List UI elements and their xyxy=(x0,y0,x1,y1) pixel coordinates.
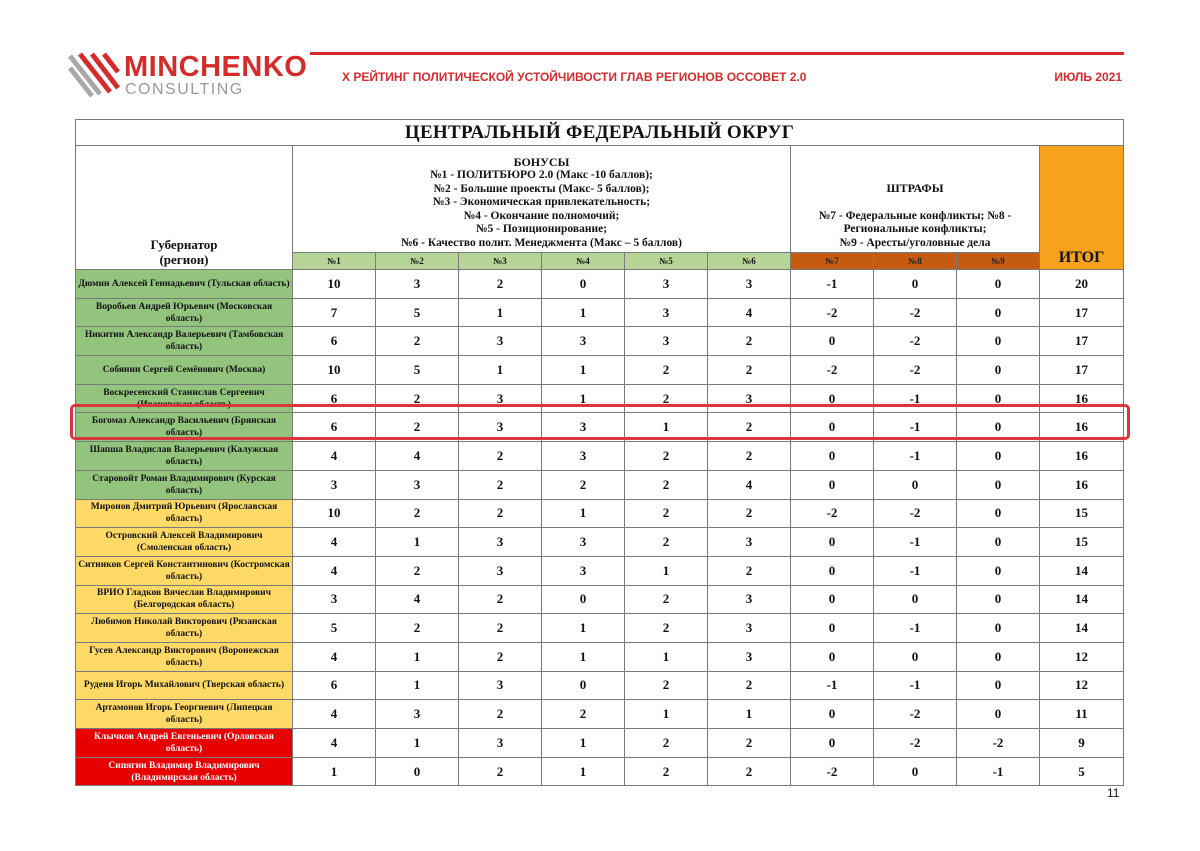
bonus-legend-4: №4 - Окончание полномочий; xyxy=(463,209,620,222)
penalty-col-9: №9 xyxy=(957,253,1040,270)
score-cell: 4 xyxy=(293,700,376,729)
score-cell: 3 xyxy=(459,556,542,585)
score-cell: 1 xyxy=(376,528,459,557)
score-cell: 2 xyxy=(625,499,708,528)
score-cell: 3 xyxy=(542,528,625,557)
bonuses-title: БОНУСЫ xyxy=(513,154,570,169)
score-cell: 3 xyxy=(542,327,625,356)
score-cell: 4 xyxy=(293,729,376,758)
bonus-legend-3: №3 - Экономическая привлекательность; xyxy=(432,196,651,208)
score-cell: 2 xyxy=(376,327,459,356)
score-cell: -1 xyxy=(874,614,957,643)
score-cell: 3 xyxy=(376,270,459,299)
total-cell: 15 xyxy=(1040,528,1124,557)
governor-column-header xyxy=(76,146,293,270)
region-header-line: (регион) xyxy=(159,252,209,267)
score-cell: 3 xyxy=(542,413,625,442)
table-row xyxy=(76,729,1124,758)
page-number: 11 xyxy=(1107,786,1120,800)
score-cell: 3 xyxy=(708,642,791,671)
score-cell: -2 xyxy=(791,356,874,385)
score-cell: -1 xyxy=(874,556,957,585)
penalty-legend-2: Региональные конфликты; xyxy=(843,223,987,235)
score-cell: 0 xyxy=(874,642,957,671)
table-row xyxy=(76,556,1124,585)
bonus-legend-1: №1 - ПОЛИТБЮРО 2.0 (Макс -10 баллов); xyxy=(430,169,653,181)
score-cell: 0 xyxy=(791,556,874,585)
score-cell: 0 xyxy=(957,384,1040,413)
score-cell: 2 xyxy=(459,270,542,299)
score-cell: 3 xyxy=(459,413,542,442)
score-cell: 10 xyxy=(293,270,376,299)
score-cell: 0 xyxy=(957,327,1040,356)
governor-name: Собянин Сергей Семёнович (Москва) xyxy=(76,356,293,385)
score-cell: 10 xyxy=(293,356,376,385)
score-cell: 0 xyxy=(791,384,874,413)
score-cell: 1 xyxy=(376,729,459,758)
bonus-legend-2: №2 - Большие проекты (Макс- 5 баллов); xyxy=(433,182,650,195)
bonuses-header xyxy=(293,146,791,253)
score-cell: 1 xyxy=(542,298,625,327)
score-cell: 0 xyxy=(542,585,625,614)
table-row xyxy=(76,757,1124,786)
table-row xyxy=(76,356,1124,385)
penalty-col-8: №8 xyxy=(874,253,957,270)
score-cell: 2 xyxy=(625,442,708,471)
company-logo xyxy=(66,50,308,102)
score-cell: 0 xyxy=(874,585,957,614)
score-cell: 4 xyxy=(376,442,459,471)
bonus-col-3: №3 xyxy=(459,253,542,270)
report-date: ИЮЛЬ 2021 xyxy=(1054,70,1122,84)
table-row xyxy=(76,499,1124,528)
score-cell: 3 xyxy=(376,700,459,729)
governor-name: Шапша Владислав Валерьевич (Калужская область) xyxy=(76,442,293,471)
score-cell: 1 xyxy=(542,614,625,643)
score-cell: 0 xyxy=(957,700,1040,729)
score-cell: 1 xyxy=(542,384,625,413)
total-cell: 20 xyxy=(1040,270,1124,299)
score-cell: 2 xyxy=(459,642,542,671)
score-cell: 2 xyxy=(708,356,791,385)
score-cell: 2 xyxy=(708,499,791,528)
score-cell: 0 xyxy=(957,270,1040,299)
total-cell: 15 xyxy=(1040,499,1124,528)
logo-stripes-icon xyxy=(66,50,120,100)
score-cell: 0 xyxy=(957,413,1040,442)
score-cell: 3 xyxy=(293,585,376,614)
score-cell: 2 xyxy=(459,442,542,471)
score-cell: 3 xyxy=(708,614,791,643)
governor-name: Руденя Игорь Михайлович (Тверская область) xyxy=(76,671,293,700)
score-cell: 2 xyxy=(708,729,791,758)
score-cell: 2 xyxy=(625,470,708,499)
score-cell: 3 xyxy=(708,384,791,413)
score-cell: 2 xyxy=(625,384,708,413)
score-cell: 6 xyxy=(293,327,376,356)
score-cell: 0 xyxy=(791,729,874,758)
score-cell: 0 xyxy=(791,642,874,671)
score-cell: 1 xyxy=(625,413,708,442)
score-cell: -2 xyxy=(874,327,957,356)
score-cell: 0 xyxy=(957,298,1040,327)
table-row xyxy=(76,298,1124,327)
score-cell: 1 xyxy=(625,700,708,729)
total-cell: 9 xyxy=(1040,729,1124,758)
total-cell: 17 xyxy=(1040,327,1124,356)
score-cell: 10 xyxy=(293,499,376,528)
score-cell: 1 xyxy=(459,356,542,385)
score-cell: 2 xyxy=(376,384,459,413)
score-cell: 0 xyxy=(791,614,874,643)
score-cell: 2 xyxy=(708,413,791,442)
score-cell: 0 xyxy=(957,499,1040,528)
total-cell: 14 xyxy=(1040,556,1124,585)
score-cell: 2 xyxy=(376,413,459,442)
score-cell: 1 xyxy=(625,642,708,671)
score-cell: 1 xyxy=(708,700,791,729)
score-cell: 4 xyxy=(293,528,376,557)
score-cell: 4 xyxy=(708,298,791,327)
score-cell: 0 xyxy=(957,356,1040,385)
score-cell: 2 xyxy=(376,556,459,585)
score-cell: -2 xyxy=(874,499,957,528)
score-cell: 2 xyxy=(625,614,708,643)
score-cell: 1 xyxy=(293,757,376,786)
score-cell: 2 xyxy=(625,757,708,786)
score-cell: 2 xyxy=(625,356,708,385)
score-cell: -1 xyxy=(791,671,874,700)
total-cell: 17 xyxy=(1040,356,1124,385)
total-cell: 16 xyxy=(1040,413,1124,442)
score-cell: 0 xyxy=(874,270,957,299)
score-cell: 1 xyxy=(376,671,459,700)
score-cell: 3 xyxy=(376,470,459,499)
governor-name: Воробьев Андрей Юрьевич (Московская область) xyxy=(76,298,293,327)
score-cell: 2 xyxy=(625,528,708,557)
score-cell: 2 xyxy=(625,585,708,614)
score-cell: -2 xyxy=(791,298,874,327)
score-cell: 3 xyxy=(459,671,542,700)
governor-name: ВРИО Гладков Вячеслав Владимирович (Белгородская область) xyxy=(76,585,293,614)
bonus-legend-6: №6 - Качество полит. Менеджмента (Макс – 5 баллов) xyxy=(401,236,682,249)
table-row xyxy=(76,671,1124,700)
district-title: ЦЕНТРАЛЬНЫЙ ФЕДЕРАЛЬНЫЙ ОКРУГ xyxy=(76,120,1124,146)
report-title: X РЕЙТИНГ ПОЛИТИЧЕСКОЙ УСТОЙЧИВОСТИ ГЛАВ РЕГИОНОВ ОССОВЕТ 2.0 xyxy=(342,70,807,84)
governor-name: Богомаз Александр Васильевич (Брянская область) xyxy=(76,413,293,442)
total-cell: 14 xyxy=(1040,585,1124,614)
penalties-header xyxy=(791,146,1040,253)
governor-name: Клычков Андрей Евгеньевич (Орловская область) xyxy=(76,729,293,758)
score-cell: 0 xyxy=(874,470,957,499)
total-cell: 12 xyxy=(1040,642,1124,671)
score-cell: 4 xyxy=(708,470,791,499)
score-cell: 5 xyxy=(376,298,459,327)
score-cell: 1 xyxy=(542,757,625,786)
table-row xyxy=(76,528,1124,557)
score-cell: 2 xyxy=(542,470,625,499)
table-row xyxy=(76,270,1124,299)
rating-table xyxy=(75,119,1124,786)
governor-name: Воскресенский Станислав Сергеевич (Ивановская область) xyxy=(76,384,293,413)
score-cell: 4 xyxy=(293,642,376,671)
score-cell: 6 xyxy=(293,671,376,700)
score-cell: 3 xyxy=(459,384,542,413)
score-cell: 3 xyxy=(542,442,625,471)
bonus-col-5: №5 xyxy=(625,253,708,270)
penalty-legend-3: №9 - Аресты/уголовные дела xyxy=(839,236,991,249)
table-row xyxy=(76,470,1124,499)
score-cell: 0 xyxy=(376,757,459,786)
score-cell: 2 xyxy=(542,700,625,729)
score-cell: 0 xyxy=(957,642,1040,671)
score-cell: 2 xyxy=(625,729,708,758)
score-cell: 1 xyxy=(625,556,708,585)
score-cell: 0 xyxy=(791,327,874,356)
table-row xyxy=(76,442,1124,471)
score-cell: 3 xyxy=(708,270,791,299)
score-cell: 6 xyxy=(293,384,376,413)
score-cell: 0 xyxy=(957,442,1040,471)
total-cell: 11 xyxy=(1040,700,1124,729)
score-cell: 0 xyxy=(957,671,1040,700)
score-cell: -1 xyxy=(957,757,1040,786)
total-cell: 16 xyxy=(1040,470,1124,499)
score-cell: 0 xyxy=(791,585,874,614)
score-cell: -1 xyxy=(874,413,957,442)
score-cell: 0 xyxy=(542,671,625,700)
score-cell: 0 xyxy=(791,528,874,557)
table-row xyxy=(76,642,1124,671)
score-cell: 0 xyxy=(542,270,625,299)
governor-name: Сипягин Владимир Владимирович (Владимирская область) xyxy=(76,757,293,786)
score-cell: -1 xyxy=(874,671,957,700)
score-cell: 4 xyxy=(293,442,376,471)
score-cell: 2 xyxy=(459,499,542,528)
score-cell: 2 xyxy=(625,671,708,700)
table-row xyxy=(76,700,1124,729)
score-cell: 0 xyxy=(957,470,1040,499)
governor-header-line: Губернатор xyxy=(150,237,218,252)
score-cell: 3 xyxy=(293,470,376,499)
total-cell: 5 xyxy=(1040,757,1124,786)
logo-subtitle: CONSULTING xyxy=(125,81,244,98)
governor-name: Островский Алексей Владимирович (Смоленская область) xyxy=(76,528,293,557)
score-cell: 6 xyxy=(293,413,376,442)
governor-name: Артамонов Игорь Георгиевич (Липецкая область) xyxy=(76,700,293,729)
governor-name: Ситников Сергей Константинович (Костромская область) xyxy=(76,556,293,585)
governor-name: Миронов Дмитрий Юрьевич (Ярославская область) xyxy=(76,499,293,528)
score-cell: -2 xyxy=(791,757,874,786)
bonus-col-2: №2 xyxy=(376,253,459,270)
governor-name: Никитин Александр Валерьевич (Тамбовская область) xyxy=(76,327,293,356)
score-cell: 1 xyxy=(542,499,625,528)
score-cell: -1 xyxy=(874,442,957,471)
score-cell: 5 xyxy=(293,614,376,643)
score-cell: 2 xyxy=(459,757,542,786)
bonus-col-4: №4 xyxy=(542,253,625,270)
total-cell: 16 xyxy=(1040,442,1124,471)
governor-name: Любимов Николай Викторович (Рязанская область) xyxy=(76,614,293,643)
total-column-header: ИТОГ xyxy=(1040,146,1124,270)
score-cell: 0 xyxy=(874,757,957,786)
table-row xyxy=(76,614,1124,643)
score-cell: 4 xyxy=(293,556,376,585)
score-cell: 2 xyxy=(708,757,791,786)
score-cell: 3 xyxy=(542,556,625,585)
score-cell: 3 xyxy=(459,729,542,758)
score-cell: -2 xyxy=(957,729,1040,758)
bonus-col-1: №1 xyxy=(293,253,376,270)
score-cell: 2 xyxy=(708,442,791,471)
score-cell: -1 xyxy=(874,384,957,413)
score-cell: 3 xyxy=(625,270,708,299)
penalty-col-7: №7 xyxy=(791,253,874,270)
score-cell: 3 xyxy=(708,528,791,557)
table-row xyxy=(76,327,1124,356)
score-cell: 2 xyxy=(459,614,542,643)
score-cell: 3 xyxy=(708,585,791,614)
score-cell: 2 xyxy=(708,556,791,585)
score-cell: 3 xyxy=(625,327,708,356)
penalty-legend-1: №7 - Федеральные конфликты; №8 - xyxy=(818,209,1012,222)
score-cell: 2 xyxy=(459,700,542,729)
total-cell: 12 xyxy=(1040,671,1124,700)
score-cell: -1 xyxy=(791,270,874,299)
score-cell: 0 xyxy=(791,700,874,729)
score-cell: 2 xyxy=(708,327,791,356)
score-cell: 2 xyxy=(708,671,791,700)
governor-name: Дюмин Алексей Геннадьевич (Тульская область) xyxy=(76,270,293,299)
governor-name: Гусев Александр Викторович (Воронежская область) xyxy=(76,642,293,671)
score-cell: -2 xyxy=(791,499,874,528)
bonus-legend-5: №5 - Позиционирование; xyxy=(475,223,608,235)
table-row xyxy=(76,413,1124,442)
score-cell: 2 xyxy=(376,499,459,528)
score-cell: -2 xyxy=(874,700,957,729)
score-cell: 7 xyxy=(293,298,376,327)
bonus-col-6: №6 xyxy=(708,253,791,270)
header-divider xyxy=(310,52,1124,55)
score-cell: 1 xyxy=(542,356,625,385)
score-cell: 0 xyxy=(791,470,874,499)
score-cell: -2 xyxy=(874,356,957,385)
score-cell: 2 xyxy=(459,470,542,499)
score-cell: -2 xyxy=(874,298,957,327)
score-cell: 0 xyxy=(957,528,1040,557)
score-cell: -2 xyxy=(874,729,957,758)
score-cell: 1 xyxy=(376,642,459,671)
score-cell: 1 xyxy=(459,298,542,327)
score-cell: 2 xyxy=(376,614,459,643)
table-body xyxy=(76,270,1124,786)
total-cell: 17 xyxy=(1040,298,1124,327)
score-cell: 0 xyxy=(791,413,874,442)
score-cell: 0 xyxy=(957,614,1040,643)
score-cell: 0 xyxy=(957,585,1040,614)
table-row xyxy=(76,585,1124,614)
score-cell: 1 xyxy=(542,729,625,758)
table-row xyxy=(76,384,1124,413)
score-cell: 1 xyxy=(542,642,625,671)
penalties-title: ШТРАФЫ xyxy=(886,181,944,195)
score-cell: 2 xyxy=(459,585,542,614)
score-cell: 3 xyxy=(459,327,542,356)
logo-name: MINCHENKO xyxy=(124,51,308,83)
score-cell: -1 xyxy=(874,528,957,557)
governor-name: Старовойт Роман Владимирович (Курская область) xyxy=(76,470,293,499)
score-cell: 5 xyxy=(376,356,459,385)
score-cell: 3 xyxy=(625,298,708,327)
score-cell: 0 xyxy=(957,556,1040,585)
total-cell: 16 xyxy=(1040,384,1124,413)
score-cell: 3 xyxy=(459,528,542,557)
score-cell: 0 xyxy=(791,442,874,471)
total-cell: 14 xyxy=(1040,614,1124,643)
score-cell: 4 xyxy=(376,585,459,614)
